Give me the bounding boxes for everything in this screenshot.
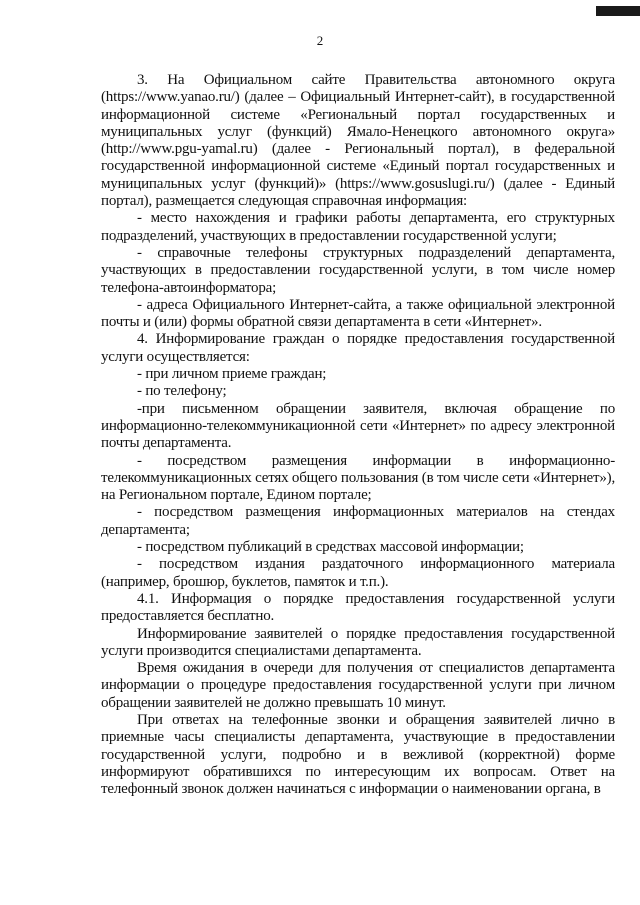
- paragraph: - посредством размещения информационных материалов на стендах департамента;: [101, 504, 615, 538]
- paragraph: - при личном приеме граждан;: [137, 366, 327, 383]
- paragraph: 4.1. Информация о порядке предоставления государственной услуги предоставляется бесплатно.: [101, 590, 615, 625]
- paragraph: При ответах на телефонные звонки и обращения заявителей лично в приемные часы специалисты департамента, участвующие в предоставлении государственной услуги, подробно и в вежливой (корректной) форме информируют обратившихся по интересующим их вопросам. Ответ на телефонный звонок должен начинаться с информации о наименовании органа, в: [101, 711, 615, 798]
- paragraph: -при письменном обращении заявителя, включая обращение по информационно-телекоммуникационной сети «Интернет» по адресу электронной почты департамента.: [101, 400, 615, 452]
- paragraph: - посредством размещения информации в информационно-телекоммуникационных сетях общего пользования (в том числе сети «Интернет»), на Региональном портале, Едином портале;: [101, 452, 615, 504]
- paragraph: Время ожидания в очереди для получения от специалистов департамента информации о процедуре предоставления государственной услуги при личном обращении заявителей не должно превышать 10 минут.: [101, 660, 615, 711]
- document-body: [101, 72, 615, 798]
- paragraph: Информирование заявителей о порядке предоставления государственной услуги производится специалистами департамента.: [101, 625, 615, 659]
- scan-edge-mark: [596, 6, 640, 16]
- paragraph: - справочные телефоны структурных подразделений департамента, участвующих в предоставлении государственной услуги, в том числе номер телефона-автоинформатора;: [101, 244, 615, 296]
- paragraph: - по телефону;: [137, 383, 227, 400]
- paragraph: 4. Информирование граждан о порядке предоставления государственной услуги осуществляется:: [101, 331, 615, 365]
- paragraph: - посредством публикаций в средствах массовой информации;: [137, 539, 524, 556]
- page-number: 2: [316, 33, 324, 48]
- paragraph: - место нахождения и графики работы департамента, его структурных подразделений, участвующих в предоставлении государственной услуги;: [101, 210, 615, 244]
- paragraph: - посредством издания раздаточного информационного материала (например, брошюр, буклетов, памяток и т.п.).: [101, 556, 615, 590]
- paragraph: - адреса Официального Интернет-сайта, а также официальной электронной почты и (или) формы обратной связи департамента в сети «Интернет».: [101, 296, 615, 331]
- paragraph: 3. На Официальном сайте Правительства автономного округа (https://www.yanao.ru/) (далее – Официальный Интернет-сайт), в государственной информационной системе «Региональный портал государственных и муниципальных услуг (функций) Ямало-Ненецкого автономного округа» (http://www.pgu-yamal.ru) (далее - Региональный портал), в федеральной государственной информационной системе «Единый портал государственных и муниципальных услуг (функций)» (https://www.gosuslugi.ru/) (далее - Единый портал), размещается следующая справочная информация:: [101, 72, 615, 210]
